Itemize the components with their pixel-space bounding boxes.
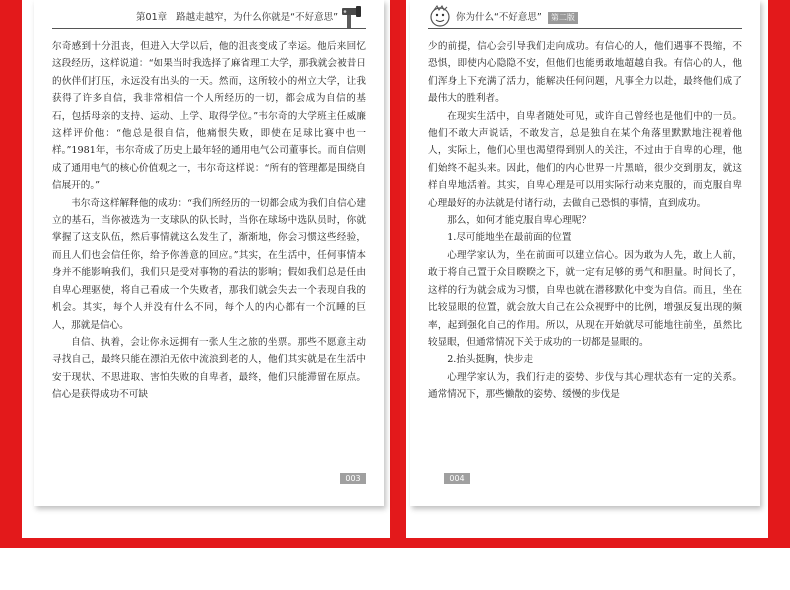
red-spine-band — [390, 0, 406, 548]
edition-badge: 第二版 — [548, 12, 578, 24]
paragraph: 尔奇感到十分沮丧，但进入大学以后，他的沮丧变成了幸运。他后来回忆这段经历，这样说道：“如果当时我选择了麻省理工大学，那我就会被昔日的伙伴们打压，永远没有出头的一天。然而，这所较小的州立大学，让我获得了许多自信，我非常相信一个人所经历的一切，都会成为自信的基石，包括母亲的支持、运动、上学、取得学位。”韦尔奇的大学班主任威廉这样评价他：“他总是很自信，他痛恨失败，即使在足球比赛中也一样。”1981年，韦尔奇成了历史上最年轻的通用电气公司董事长。而自信则成了通用电气的核心价值观之一，韦尔奇这样说：“所有的管理都是围绕自信展开的。” — [52, 41, 366, 192]
cartoon-face-icon — [428, 5, 454, 37]
paragraph: 韦尔奇这样解释他的成功：“我们所经历的一切都会成为我们自信心建立的基石，当你被选为一支球队的队长时，当你在球场中选队员时，你就掌握了这支队伍，然后事情就这么发生了，渐渐地，你会习惯这些经验，而且人们也会信任你，给予你善意的回应。”其实，在生活中，任何事情本身并不能影响我们，我们只是受对事物的看法的影响；假如我们总是任由自卑心理驱使，将自己看成一个失败者，那我们就会失去一个表现自我的机会。其实，每个人并没有什么不同，每个人的内心都有一个沉睡的巨人，那就是信心。 — [52, 197, 366, 331]
page-number: 004 — [444, 473, 470, 484]
paragraph: 在现实生活中，自卑者随处可见，或许自己曾经也是他们中的一员。他们不敢大声说话，不敢发言，总是独自在某个角落里默默地注视着他人，实际上，他们心里也渴望得到别人的关注，不过由于自卑的心理，他们始终不起头来。因此，他们的内心世界一片黑暗，很少交到朋友，就这样自卑地活着。其实，自卑心理是可以用实际行动来克服的，而克服自卑心理最好的办法就是付诸行动，去做自己恐惧的事情，直到成功。 — [428, 110, 742, 209]
right-page — [410, 0, 760, 506]
paragraph: 心理学家认为，坐在前面可以建立信心。因为敢为人先，敢上人前，敢于将自己置于众目睽睽之下，就一定有足够的勇气和胆量。时间长了，这样的行为就会成为习惯，自卑也就在潜移默化中变为自信。而且，坐在比较显眼的位置，就会放大自己在公众视野中的比例，增强反复出现的频率，起到强化自己的作用。所以，从现在开始就尽可能地往前坐，虽然比较显眼，但通常情况下关于成功的一切都是显眼的。 — [428, 249, 742, 348]
left-page-header — [52, 8, 366, 29]
paragraph: 自信、执着，会让你永远拥有一张人生之旅的坐票。那些不愿意主动寻找自己，最终只能在漂泊无依中流浪到老的人，他们其实就是在生活中安于现状、不思进取、害怕失败的自卑者，最终，他们只能滞留在原点。信心是获得成功不可缺 — [52, 336, 366, 401]
hammer-icon — [338, 5, 364, 37]
chapter-number: 第01章 — [136, 12, 168, 23]
paragraph: 少的前提，信心会引导我们走向成功。有信心的人，他们遇事不畏缩，不恐惧，即使内心隐隐不安，但他们也能勇敢地超越自我。有信心的人，他们浑身上下充满了活力，能解决任何问题，凡事全力以赴，最终他们成了最伟大的胜利者。 — [428, 41, 742, 105]
right-page-body — [428, 38, 742, 404]
left-page-body — [52, 38, 366, 404]
red-border-right — [768, 0, 790, 548]
section-heading: 2.抬头挺胸，快步走 — [447, 354, 534, 366]
chapter-title: 路越走越窄，为什么你就是“不好意思” — [176, 12, 338, 23]
paragraph: 那么，如何才能克服自卑心理呢？ — [447, 215, 592, 227]
book-title: 你为什么“不好意思” — [456, 12, 542, 23]
page-number: 003 — [340, 473, 366, 484]
red-border-left — [0, 0, 22, 548]
section-heading: 1.尽可能地坐在最前面的位置 — [447, 232, 572, 244]
right-page-header — [428, 8, 742, 29]
paragraph: 心理学家认为，我们行走的姿势、步伐与其心理状态有一定的关系。通常情况下，那些懒散的姿势、缓慢的步伐是 — [428, 371, 742, 401]
red-border-bottom — [0, 538, 790, 548]
left-page — [34, 0, 384, 506]
